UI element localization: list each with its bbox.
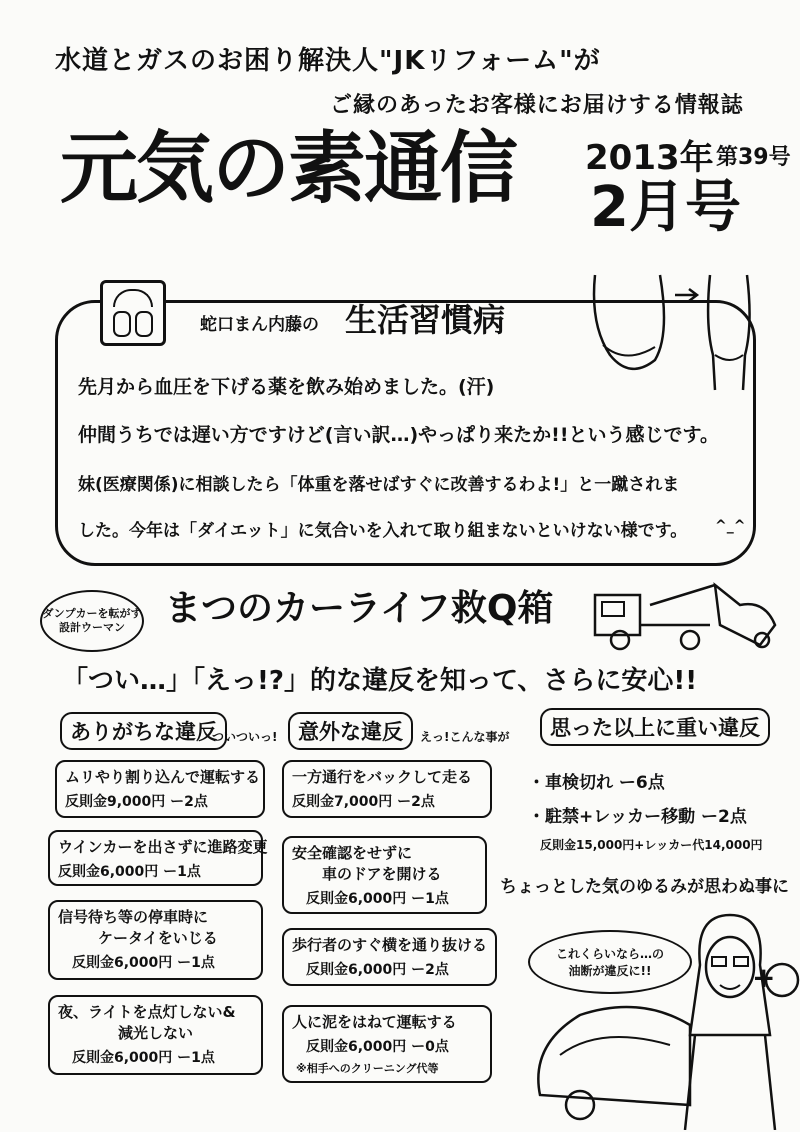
heavy-item: ・駐禁+レッカー移動 ー2点 [528, 807, 747, 827]
category-heavy-title: 思った以上に重い違反 [540, 708, 770, 746]
header-line-1: 水道とガスのお困り解決人"JKリフォーム"が [55, 46, 601, 76]
section1-line-1: 先月から血圧を下げる薬を飲み始めました。(汗) [78, 376, 495, 398]
violation-card: 歩行者のすぐ横を通り抜ける 反則金6,000円 ー2点 [282, 928, 497, 986]
category-unexpected-note: えっ!こんな事が [420, 730, 510, 744]
issue-month: 2月号 [590, 175, 741, 240]
section1-line-2: 仲間うちでは遅い方ですけど(言い訳…)やっぱり来たか!!という感じです。 [78, 424, 719, 446]
violation-card: 信号待ち等の停車時に ケータイをいじる 反則金6,000円 ー1点 [48, 900, 263, 980]
section2-subtitle: 「つい…」「えっ!?」的な違反を知って、さらに安心!! [62, 666, 698, 696]
violation-card: ウインカーを出さずに進路変更 反則金6,000円 ー1点 [48, 830, 263, 886]
author-badge: ダンプカーを転がす設計ウーマン [40, 590, 144, 652]
issue-year: 2013年 [585, 138, 714, 178]
issue-number: 第39号 [716, 145, 791, 170]
category-unexpected-title: 意外な違反 [288, 712, 413, 750]
category-common-title: ありがちな違反 [60, 712, 227, 750]
heavy-item: ・車検切れ ー6点 [528, 773, 665, 793]
smile-face-icon: ^_^ [715, 518, 746, 534]
section1-author: 蛇口まん内藤の [200, 315, 319, 335]
violation-card: ムリやり割り込んで運転する 反則金9,000円 ー2点 [55, 760, 265, 818]
belly-before-after-icon [585, 265, 755, 400]
plus-icon: + [752, 961, 776, 994]
section1-line-3: 妹(医療関係)に相談したら「体重を落せばすぐに改善するわよ!」と一蹴されま [78, 475, 680, 495]
section2-title: まつのカーライフ救Q箱 [165, 588, 554, 629]
bathroom-scale-icon [100, 280, 166, 346]
section1-line-4: した。今年は「ダイエット」に気合いを入れて取り組まないといけない様です。 [78, 521, 688, 541]
category-common-note: ついついっ! [212, 730, 278, 744]
section1-title: 生活習慣病 [345, 301, 506, 339]
header-line-2: ご縁のあったお客様にお届けする情報誌 [330, 93, 744, 118]
thought-bubble: これくらいなら…の 油断が違反に!! [528, 930, 692, 994]
violation-card: 一方通行をバックして走る 反則金7,000円 ー2点 [282, 760, 492, 818]
violation-card: 安全確認をせずに 車のドアを開ける 反則金6,000円 ー1点 [282, 836, 487, 914]
footer-subtitle: ちょっとした気のゆるみが思わぬ事に [500, 877, 789, 897]
violation-card: 人に泥をはねて運転する 反則金6,000円 ー0点 ※相手へのクリーニング代等 [282, 1005, 492, 1083]
heavy-item-fine: 反則金15,000円+レッカー代14,000円 [540, 838, 763, 852]
tow-truck-icon [590, 570, 780, 655]
newsletter-title: 元気の素通信 [60, 123, 517, 214]
violation-card: 夜、ライトを点灯しない& 減光しない 反則金6,000円 ー1点 [48, 995, 263, 1075]
